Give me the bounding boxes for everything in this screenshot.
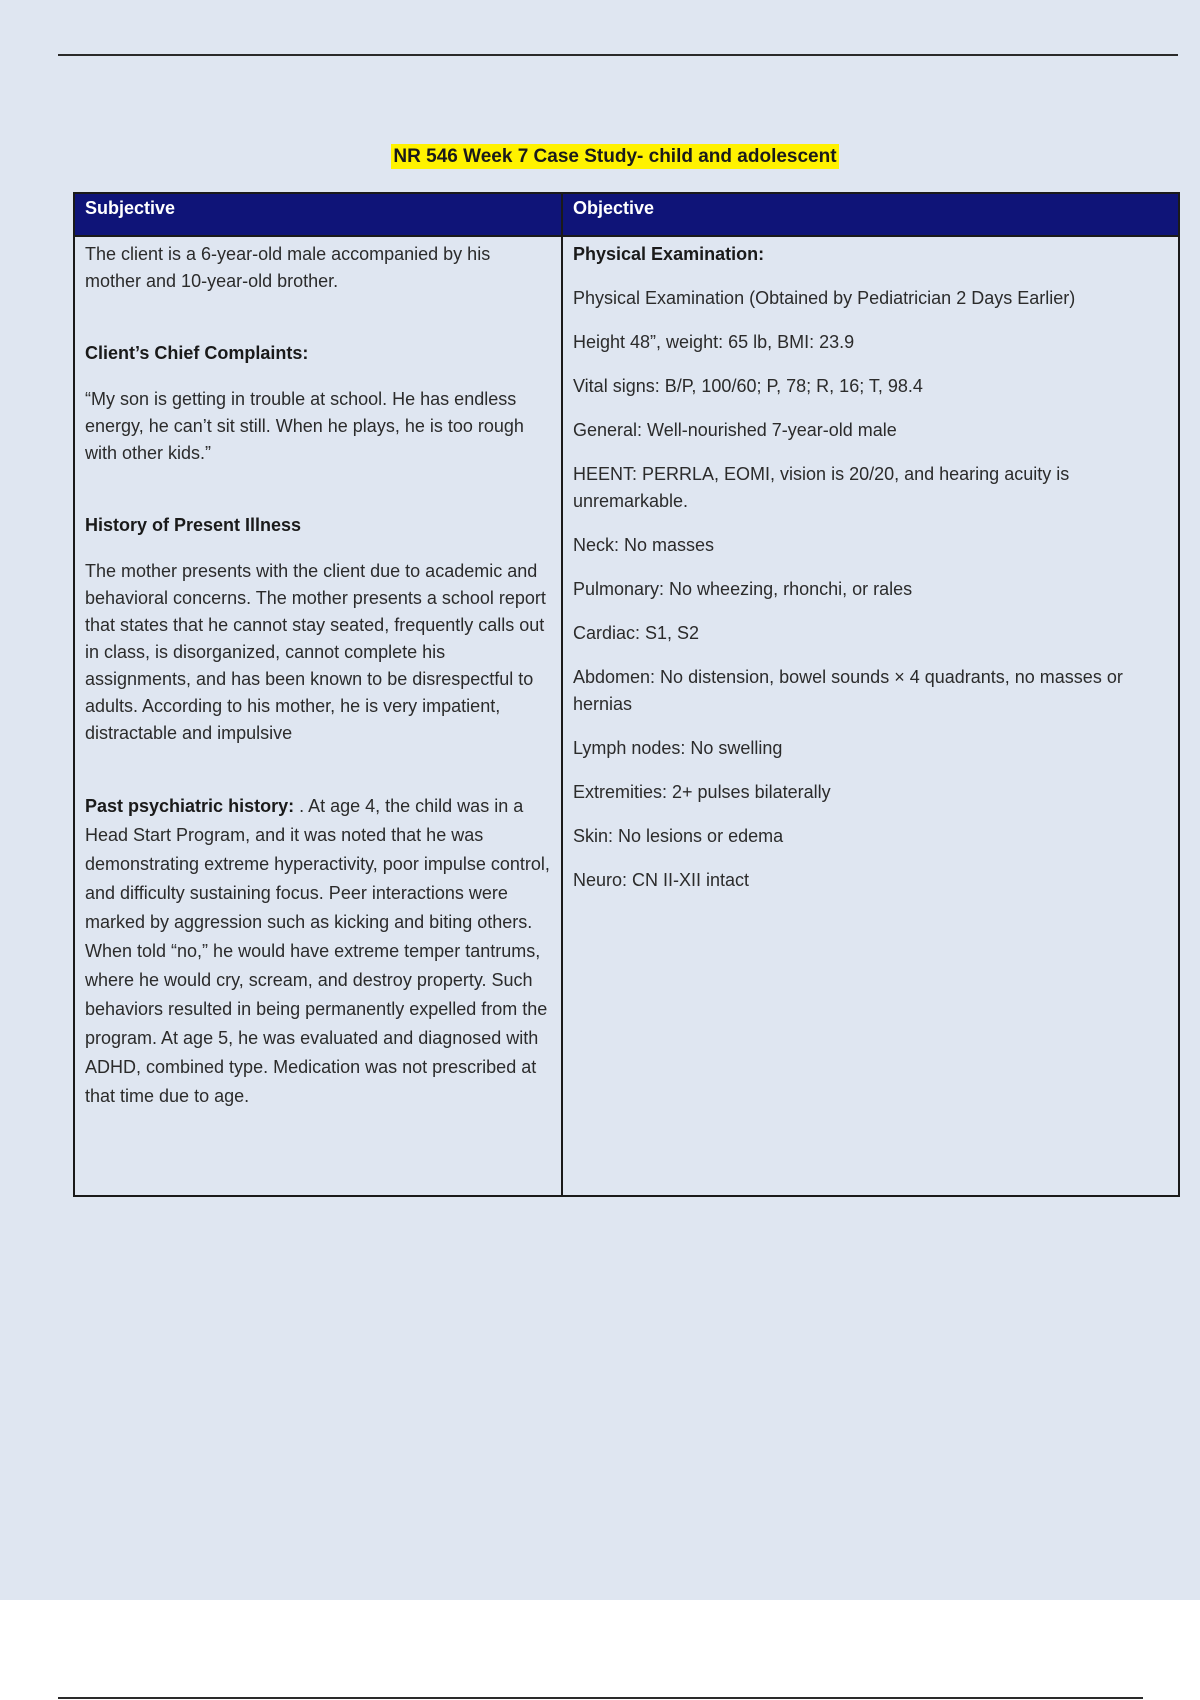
case-study-table (73, 192, 1180, 1197)
objective-body (563, 237, 1178, 894)
chief-complaints-text: “My son is getting in trouble at school. He has endless energy, he can’t sit still. When he plays, he is too rough with other kids.” (85, 389, 524, 463)
objective-column (563, 194, 1178, 1195)
hpi-text: The mother presents with the client due to academic and behavioral concerns. The mother presents a school report that states that he cannot stay seated, frequently calls out in class, is disorganized, cannot complete his assignments, and has been known to be disrespectful to adults. According to his mother, he is very impatient, distractable and impulsive (85, 561, 546, 743)
exam-line: Physical Examination (Obtained by Pediatrician 2 Days Earlier) (573, 288, 1076, 308)
subjective-column (75, 194, 563, 1195)
footer-rule (58, 1697, 1143, 1699)
psych-history-text: . At age 4, the child was in a Head Start Program, and it was noted that he was demonstrating extreme hyperactivity, poor impulse control, and difficulty sustaining focus. Peer interactions were marked by aggression such as kicking and biting others. When told “no,” he would have extreme temper tantrums, where he would cry, scream, and destroy property. Such behaviors resulted in being permanently expelled from the program. At age 5, he was evaluated and diagnosed with ADHD, combined type. Medication was not prescribed at that time due to age. (85, 796, 550, 1106)
exam-line: Neck: No masses (573, 535, 715, 555)
document-title (0, 146, 1200, 168)
exam-line: Height 48”, weight: 65 lb, BMI: 23.9 (573, 332, 855, 352)
exam-line: Abdomen: No distension, bowel sounds × 4 quadrants, no masses or hernias (573, 667, 1123, 714)
subjective-body (75, 237, 561, 1111)
exam-line: HEENT: PERRLA, EOMI, vision is 20/20, and hearing acuity is unremarkable. (573, 464, 1070, 511)
exam-line: Extremities: 2+ pulses bilaterally (573, 782, 831, 802)
exam-line: Pulmonary: No wheezing, rhonchi, or rales (573, 579, 913, 599)
document-title-text: NR 546 Week 7 Case Study- child and adolescent (393, 146, 837, 167)
exam-line: Neuro: CN II-XII intact (573, 870, 750, 890)
hpi-heading: History of Present Illness (85, 515, 302, 535)
client-intro: The client is a 6-year-old male accompanied by his mother and 10-year-old brother. (85, 244, 491, 291)
header-rule (58, 54, 1178, 56)
psych-history-paragraph (85, 792, 551, 1111)
exam-line: Vital signs: B/P, 100/60; P, 78; R, 16; T, 98.4 (573, 376, 923, 396)
subjective-header: Subjective (75, 194, 561, 237)
objective-header: Objective (563, 194, 1178, 237)
psych-history-heading: Past psychiatric history: (85, 796, 295, 816)
chief-complaints-heading: Client’s Chief Complaints: (85, 343, 309, 363)
exam-line: General: Well-nourished 7-year-old male (573, 420, 897, 440)
physical-exam-heading: Physical Examination: (573, 244, 765, 264)
exam-line: Lymph nodes: No swelling (573, 738, 783, 758)
exam-line: Skin: No lesions or edema (573, 826, 784, 846)
exam-line: Cardiac: S1, S2 (573, 623, 700, 643)
